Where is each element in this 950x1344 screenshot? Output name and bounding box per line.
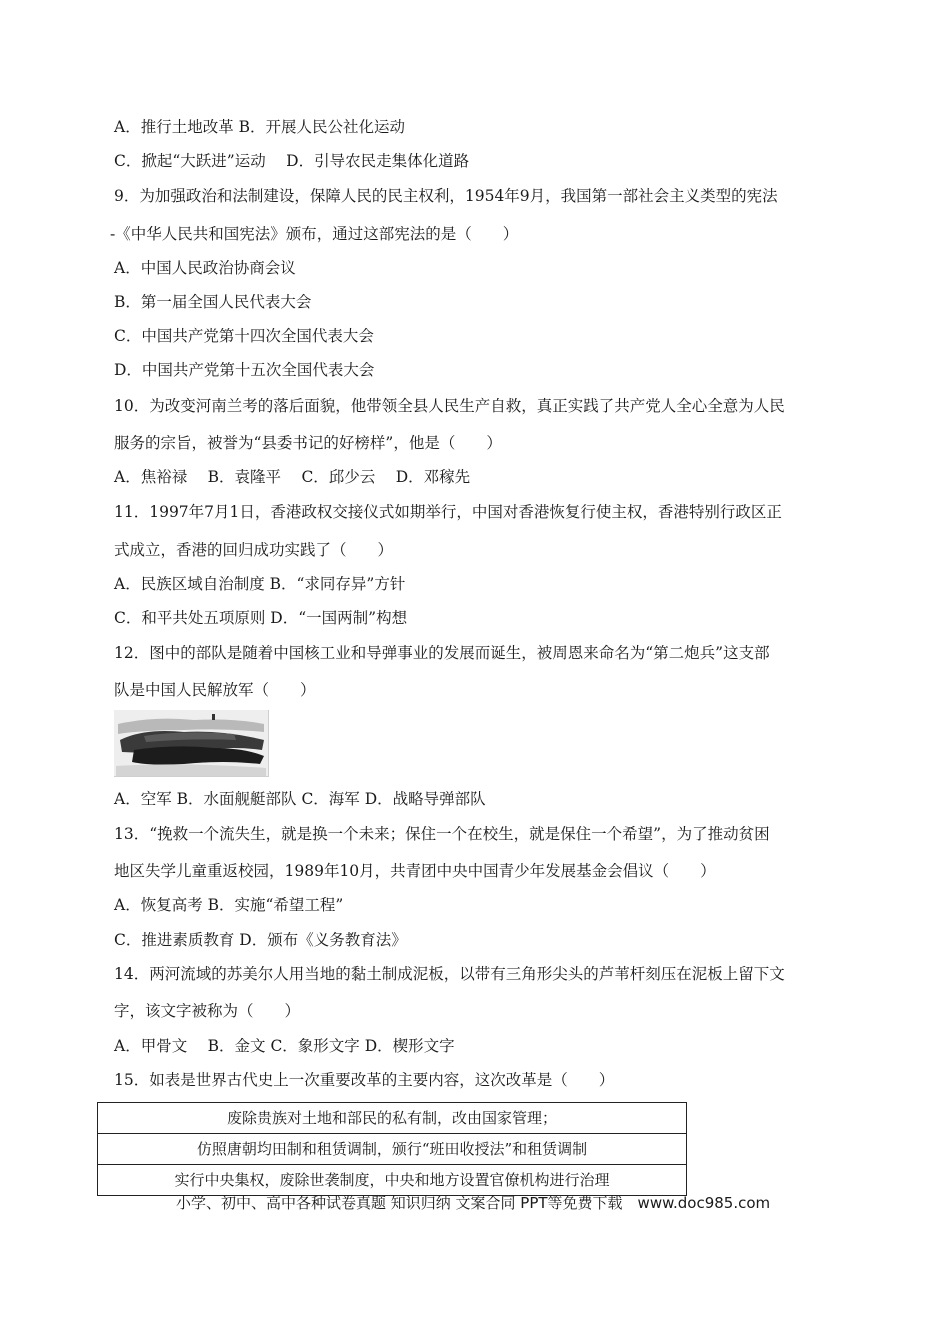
q10-options: A．焦裕禄 B．袁隆平 C．邱少云 D．邓稼先	[114, 468, 471, 486]
reform-content-table	[97, 1102, 687, 1196]
table-cell: 废除贵族对土地和部民的私有制，改由国家管理；	[98, 1103, 687, 1134]
q13-options-cd: C．推进素质教育 D．颁布《义务教育法》	[114, 931, 407, 949]
missile-vehicle-image	[114, 710, 268, 776]
q9-option-b: B．第一届全国人民代表大会	[114, 293, 312, 311]
q11-stem-line1: 11．1997年7月1日，香港政权交接仪式如期举行，中国对香港恢复行使主权，香港特别行政区正	[114, 503, 782, 521]
q15-stem: 15．如表是世界古代史上一次重要改革的主要内容，这次改革是（ ）	[114, 1071, 615, 1089]
q13-options-ab: A．恢复高考 B．实施“希望工程”	[114, 896, 344, 914]
q9-option-d: D．中国共产党第十五次全国代表大会	[114, 361, 375, 379]
q12-options: A．空军 B．水面舰艇部队 C．海军 D．战略导弹部队	[114, 790, 486, 808]
q14-stem-line1: 14．两河流域的苏美尔人用当地的黏土制成泥板，以带有三角形尖头的芦苇杆刻压在泥板上留下文	[114, 965, 785, 983]
q9-stem-line1: 9．为加强政治和法制建设，保障人民的民主权利，1954年9月，我国第一部社会主义类型的宪法	[114, 187, 778, 205]
table-row	[98, 1103, 687, 1134]
q10-stem-line1: 10．为改变河南兰考的落后面貌，他带领全县人民生产自救，真正实践了共产党人全心全意为人民	[114, 397, 785, 415]
missile-troops-photo	[114, 710, 269, 777]
q9-option-c: C．中国共产党第十四次全国代表大会	[114, 327, 374, 345]
q8-options-cd: C．掀起“大跃进”运动 D．引导农民走集体化道路	[114, 152, 470, 170]
q9-option-a: A．中国人民政治协商会议	[114, 259, 296, 277]
table-cell: 仿照唐朝均田制和租赁调制，颁行“班田收授法”和租赁调制	[98, 1134, 687, 1165]
q10-stem-line2: 服务的宗旨，被誉为“县委书记的好榜样”，他是（ ）	[114, 434, 502, 452]
q11-options-cd: C．和平共处五项原则 D．“一国两制”构想	[114, 609, 408, 627]
q13-stem-line1: 13．“挽救一个流失生，就是换一个未来；保住一个在校生，就是保住一个希望”，为了推动贫困	[114, 825, 770, 843]
q13-stem-line2: 地区失学儿童重返校园，1989年10月，共青团中央中国青少年发展基金会倡议（ ）	[114, 862, 716, 880]
q12-stem-line1: 12．图中的部队是随着中国核工业和导弹事业的发展而诞生，被周恩来命名为“第二炮兵”这支部	[114, 644, 770, 662]
page-footer: 小学、初中、高中各种试卷真题 知识归纳 文案合同 PPT等免费下载 www.doc985.com	[176, 1194, 771, 1212]
q12-stem-line2: 队是中国人民解放军（ ）	[114, 681, 316, 699]
q11-stem-line2: 式成立，香港的回归成功实践了（ ）	[114, 541, 394, 559]
table-row	[98, 1165, 687, 1196]
table-cell: 实行中央集权，废除世袭制度，中央和地方设置官僚机构进行治理	[98, 1165, 687, 1196]
q11-options-ab: A．民族区域自治制度 B．“求同存异”方针	[114, 575, 406, 593]
q14-stem-line2: 字，该文字被称为（ ）	[114, 1002, 301, 1020]
q9-stem-line2: -《中华人民共和国宪法》颁布，通过这部宪法的是（ ）	[110, 225, 519, 243]
q8-options-ab: A．推行土地改革 B．开展人民公社化运动	[114, 118, 406, 136]
q14-options: A．甲骨文 B．金文 C．象形文字 D．楔形文字	[114, 1037, 455, 1055]
table-row	[98, 1134, 687, 1165]
